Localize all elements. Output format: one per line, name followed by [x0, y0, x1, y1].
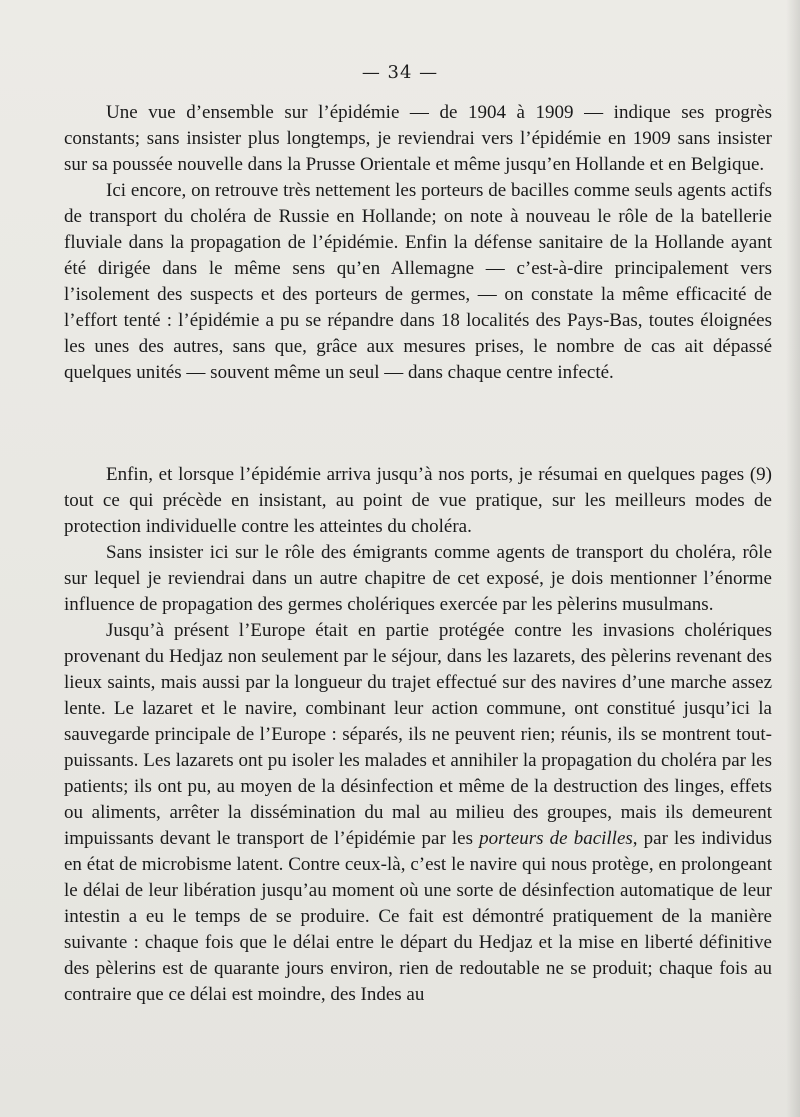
- paragraph-lazarets-ships: [64, 618, 772, 1008]
- section-1: [64, 100, 772, 386]
- paragraph-ports-summary: Enfin, et lorsque l’épidémie arriva jusqu’à nos ports, je résumai en quelques pages (9) tout ce qui précède en insistant, au point de vue pratique, sur les meilleurs modes de protection individuelle contre les atteintes du choléra.: [64, 464, 772, 537]
- page-number: — 34 —: [361, 62, 439, 83]
- page-edge-shadow: [786, 0, 800, 1117]
- paragraph-epidemic-overview: Une vue d’ensemble sur l’épidémie — de 1904 à 1909 — indique ses progrès constants; sans insister plus longtemps, je reviendrai vers l’épidémie en 1909 sans insister sur sa poussée nouvelle dans la Prusse Orientale et même jusqu’en Hollande et en Belgique.: [64, 102, 772, 175]
- paragraph-emigrants-pilgrims: Sans insister ici sur le rôle des émigrants comme agents de transport du choléra, rôle sur lequel je reviendrai dans un autre chapitre de cet exposé, je dois mentionner l’énorme influence de propagation des germes cholériques exercée par les pèlerins musulmans.: [64, 542, 772, 615]
- lazaret-text-end: , par les individus en état de microbisme latent. Contre ceux-là, c’est le navire qui nous protège, en prolongeant le délai de leur libération jusqu’au moment où une sorte de désinfection automatique de leur intestin a eu le temps de se produire. Ce fait est démontré pratiquement de la manière suivante : chaque fois que le délai entre le départ du Hedjaz et la mise en liberté définitive des pèlerins est de quarante jours environ, rien de redoutable ne se produit; chaque fois au contraire que ce délai est moindre, des Indes au: [64, 828, 772, 1005]
- lazaret-text-start: Jusqu’à présent l’Europe était en partie protégée contre les invasions cholériques provenant du Hedjaz non seulement par le séjour, dans les lazarets, des pèlerins revenant des lieux saints, mais aussi par la longueur du trajet effectué sur des navires d’une marche assez lente. Le lazaret et le navire, combinant leur action commune, ont constitué jusqu’ici la sauvegarde principale de l’Europe : séparés, ils ne peuvent rien; réunis, ils se montrent tout-puissants. Les lazarets ont pu isoler les malades et annihiler la propagation du choléra par les patients; ils ont pu, au moyen de la désinfection et même de la destruction des linges, effets ou aliments, arrêter la dissémination du mal au milieu des groupes, mais ils demeurent impuissants devant le transport de l’épidémie par les: [64, 620, 772, 849]
- section-2: [64, 462, 772, 1008]
- italic-carriers-term: porteurs de bacilles: [479, 828, 633, 849]
- paragraph-holland-carriers: Ici encore, on retrouve très nettement les porteurs de bacilles comme seuls agents actifs de transport du choléra de Russie en Hollande; on note à nouveau le rôle de la batellerie fluviale dans la propagation de l’épidémie. Enfin la défense sanitaire de la Hollande ayant été dirigée dans le même sens qu’en Allemagne — c’est-à-dire principalement vers l’isolement des suspects et des porteurs de germes, — on constate la même efficacité de l’effort tenté : l’épidémie a pu se répandre dans 18 localités des Pays-Bas, toutes éloignées les unes des autres, sans que, grâce aux mesures prises, le nombre de cas ait dépassé quelques unités — souvent même un seul — dans chaque centre infecté.: [64, 180, 772, 383]
